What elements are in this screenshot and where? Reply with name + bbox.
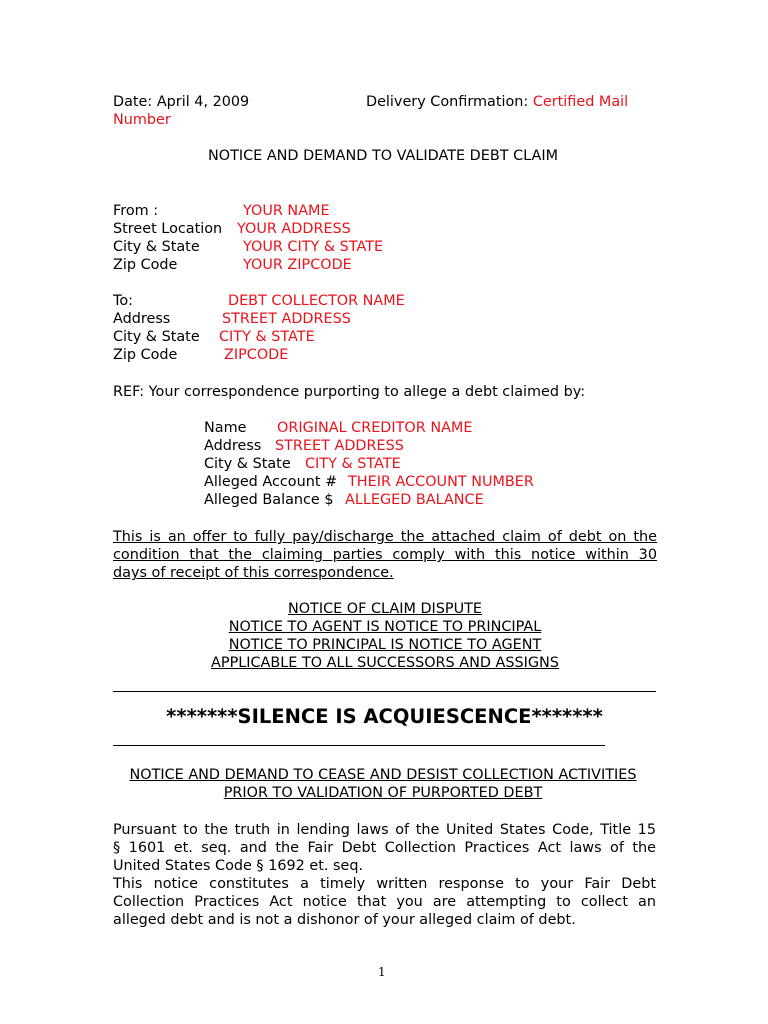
creditor-account-label: Alleged Account # — [204, 474, 338, 490]
para1-line-1: Pursuant to the truth in lending laws of the United States Code, Title 15 — [113, 822, 656, 838]
page-number: 1 — [378, 965, 386, 979]
date-line: Date: April 4, 2009 — [113, 94, 250, 110]
to-city-label: City & State — [113, 329, 200, 345]
para1-line-3: United States Code § 1692 et. seq. — [113, 858, 364, 874]
delivery-value-continued: Number — [113, 112, 171, 128]
to-zip: ZIPCODE — [224, 347, 289, 363]
delivery-value: Certified Mail — [532, 94, 629, 110]
offer-line-1: This is an offer to fully pay/discharge the attached claim of debt on the — [113, 529, 657, 545]
creditor-city: CITY & STATE — [305, 456, 401, 472]
horizontal-rule-top — [113, 691, 656, 692]
notice-successors: APPLICABLE TO ALL SUCCESSORS AND ASSIGNS — [211, 655, 559, 671]
from-street: YOUR ADDRESS — [237, 221, 351, 237]
creditor-city-label: City & State — [204, 456, 291, 472]
notice-agent-principal: NOTICE TO AGENT IS NOTICE TO PRINCIPAL — [228, 619, 542, 635]
from-city-label: City & State — [113, 239, 200, 255]
cease-heading-line-1: NOTICE AND DEMAND TO CEASE AND DESIST COLLECTION ACTIVITIES — [129, 767, 637, 783]
para2-line-2: Collection Practices Act notice that you are attempting to collect an — [113, 894, 656, 910]
to-name: DEBT COLLECTOR NAME — [228, 293, 405, 309]
cease-heading-line-2: PRIOR TO VALIDATION OF PURPORTED DEBT — [223, 785, 543, 801]
to-label: To: — [113, 293, 133, 309]
creditor-name-label: Name — [204, 420, 247, 436]
creditor-balance-label: Alleged Balance $ — [204, 492, 334, 508]
creditor-balance: ALLEGED BALANCE — [345, 492, 484, 508]
para2-line-3: alleged debt and is not a dishonor of your alleged claim of debt. — [113, 912, 576, 928]
to-zip-label: Zip Code — [113, 347, 178, 363]
ref-line: REF: Your correspondence purporting to allege a debt claimed by: — [113, 384, 586, 400]
offer-line-2: condition that the claiming parties comply with this notice within 30 — [113, 547, 657, 563]
para2-line-1: This notice constitutes a timely written response to your Fair Debt — [113, 876, 656, 892]
from-street-label: Street Location — [113, 221, 223, 237]
from-city: YOUR CITY & STATE — [243, 239, 384, 255]
silence-heading: *******SILENCE IS ACQUIESCENCE******* — [166, 705, 603, 728]
creditor-name: ORIGINAL CREDITOR NAME — [277, 420, 473, 436]
from-zip: YOUR ZIPCODE — [243, 257, 352, 273]
delivery-label: Delivery Confirmation: — [366, 94, 533, 110]
document-title: NOTICE AND DEMAND TO VALIDATE DEBT CLAIM — [207, 148, 558, 164]
delivery-confirmation — [366, 93, 628, 111]
to-address: STREET ADDRESS — [222, 311, 351, 327]
offer-line-3: days of receipt of this correspondence. — [113, 565, 394, 581]
to-address-label: Address — [113, 311, 171, 327]
to-city: CITY & STATE — [219, 329, 315, 345]
notice-claim-dispute: NOTICE OF CLAIM DISPUTE — [287, 601, 483, 617]
from-zip-label: Zip Code — [113, 257, 178, 273]
horizontal-rule-bottom — [113, 745, 605, 746]
creditor-address-label: Address — [204, 438, 262, 454]
from-label: From : — [113, 203, 159, 219]
para1-line-2: § 1601 et. seq. and the Fair Debt Collection Practices Act laws of the — [113, 840, 656, 856]
creditor-account: THEIR ACCOUNT NUMBER — [348, 474, 534, 490]
notice-principal-agent: NOTICE TO PRINCIPAL IS NOTICE TO AGENT — [228, 637, 542, 653]
creditor-address: STREET ADDRESS — [275, 438, 404, 454]
from-name: YOUR NAME — [243, 203, 330, 219]
